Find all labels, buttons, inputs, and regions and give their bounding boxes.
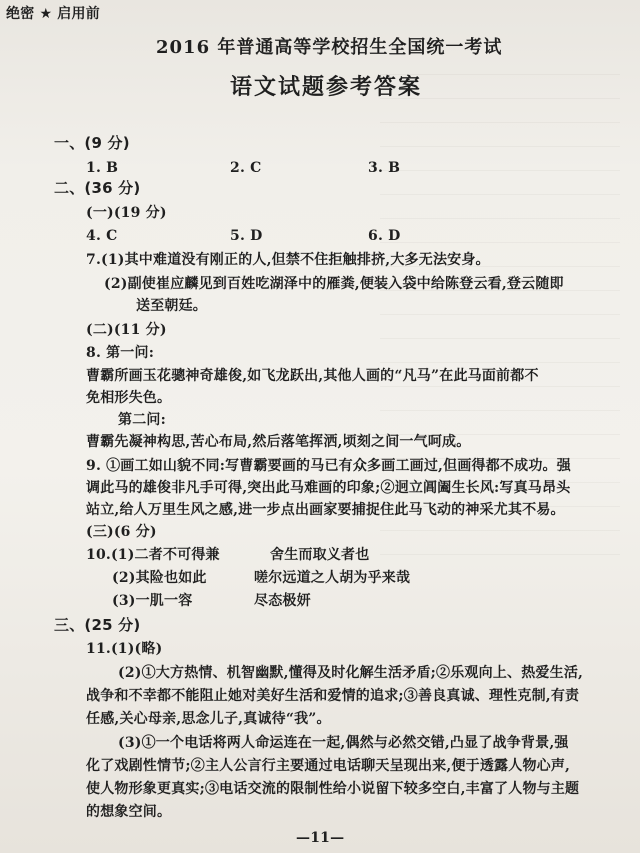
subsection-1-heading: (一)(19 分): [86, 205, 167, 221]
q10-2-answer: 嗟尔远道之人胡为乎来哉: [254, 570, 411, 586]
q10-1-answer: 舍生而取义者也: [270, 547, 370, 563]
section-3-heading: 三、(25 分): [54, 616, 141, 634]
q8-answer1-line2: 免相形失色。: [86, 390, 172, 406]
q8-answer1-line1: 曹霸所画玉花骢神奇雄俊,如飞龙跃出,其他人画的“凡马”在此马面前都不: [86, 368, 539, 384]
q11-1: 11.(1)(略): [86, 641, 163, 657]
answer-2: 2. C: [230, 160, 262, 176]
q8-second-question-label: 第二问:: [118, 412, 166, 428]
q8-answer2: 曹霸先凝神构思,苦心布局,然后落笔挥洒,顷刻之间一气呵成。: [86, 434, 471, 450]
q10-3-label: (3)一肌一容: [112, 593, 193, 609]
q11-3-line2: 化了戏剧性情节;②主人公言行主要通过电话聊天呈现出来,便于透露人物心声,: [86, 758, 571, 774]
answer-6: 6. D: [368, 228, 401, 244]
answer-3: 3. B: [368, 160, 401, 176]
page-number: —11—: [296, 830, 345, 846]
q7-part1: 7.(1)其中难道没有刚正的人,但禁不住拒触排挤,大多无法安身。: [86, 252, 490, 268]
q10-1-label: 10.(1)二者不可得兼: [86, 547, 220, 563]
q11-3-line1: (3)①一个电话将两人命运连在一起,偶然与必然交错,凸显了战争背景,强: [118, 735, 569, 751]
q11-2-line3: 任感,关心母亲,思念儿子,真诚待“我”。: [86, 711, 331, 727]
document-title: 语文试题参考答案: [230, 75, 423, 100]
answer-4: 4. C: [86, 228, 118, 244]
section-1-heading: 一、(9 分): [54, 134, 130, 152]
q11-3-line3: 使人物形象更真实;③电话交流的限制性给小说留下较多空白,丰富了人物与主题: [86, 781, 580, 797]
q7-part2-line1: (2)副使崔应麟见到百姓吃湖泽中的雁粪,便装入袋中给陈登云看,登云随即: [104, 276, 564, 292]
section-2-heading: 二、(36 分): [54, 179, 141, 197]
subsection-2-heading: (二)(11 分): [86, 322, 167, 338]
exam-title: 2016 年普通高等学校招生全国统一考试: [156, 37, 503, 58]
q10-3-answer: 尽态极妍: [254, 593, 311, 609]
q11-2-line2: 战争和不幸都不能阻止她对美好生活和爱情的追求;③善良真诚、理性克制,有责: [86, 688, 580, 704]
q9-line2: 调此马的雄俊非凡手可得,突出此马难画的印象;②迥立阊阖生长风:写真马昂头: [86, 480, 571, 496]
q11-2-line1: (2)①大方热情、机智幽默,懂得及时化解生活矛盾;②乐观向上、热爱生活,: [118, 665, 584, 681]
answer-5: 5. D: [230, 228, 263, 244]
answer-1: 1. B: [86, 160, 119, 176]
q7-part2-line2: 送至朝廷。: [136, 298, 207, 314]
subsection-3-heading: (三)(6 分): [86, 524, 157, 540]
q10-2-label: (2)其险也如此: [112, 570, 207, 586]
q9-line1: 9. ①画工如山貌不同:写曹霸要画的马已有众多画工画过,但画得都不成功。强: [86, 458, 571, 474]
q9-line3: 站立,给人万里生风之感,进一步点出画家要捕捉住此马飞动的神采尤其不易。: [86, 502, 565, 518]
q11-3-line4: 的想象空间。: [86, 804, 172, 820]
confidential-mark: 绝密 ★ 启用前: [6, 6, 100, 22]
q8-label: 8. 第一问:: [86, 345, 155, 361]
